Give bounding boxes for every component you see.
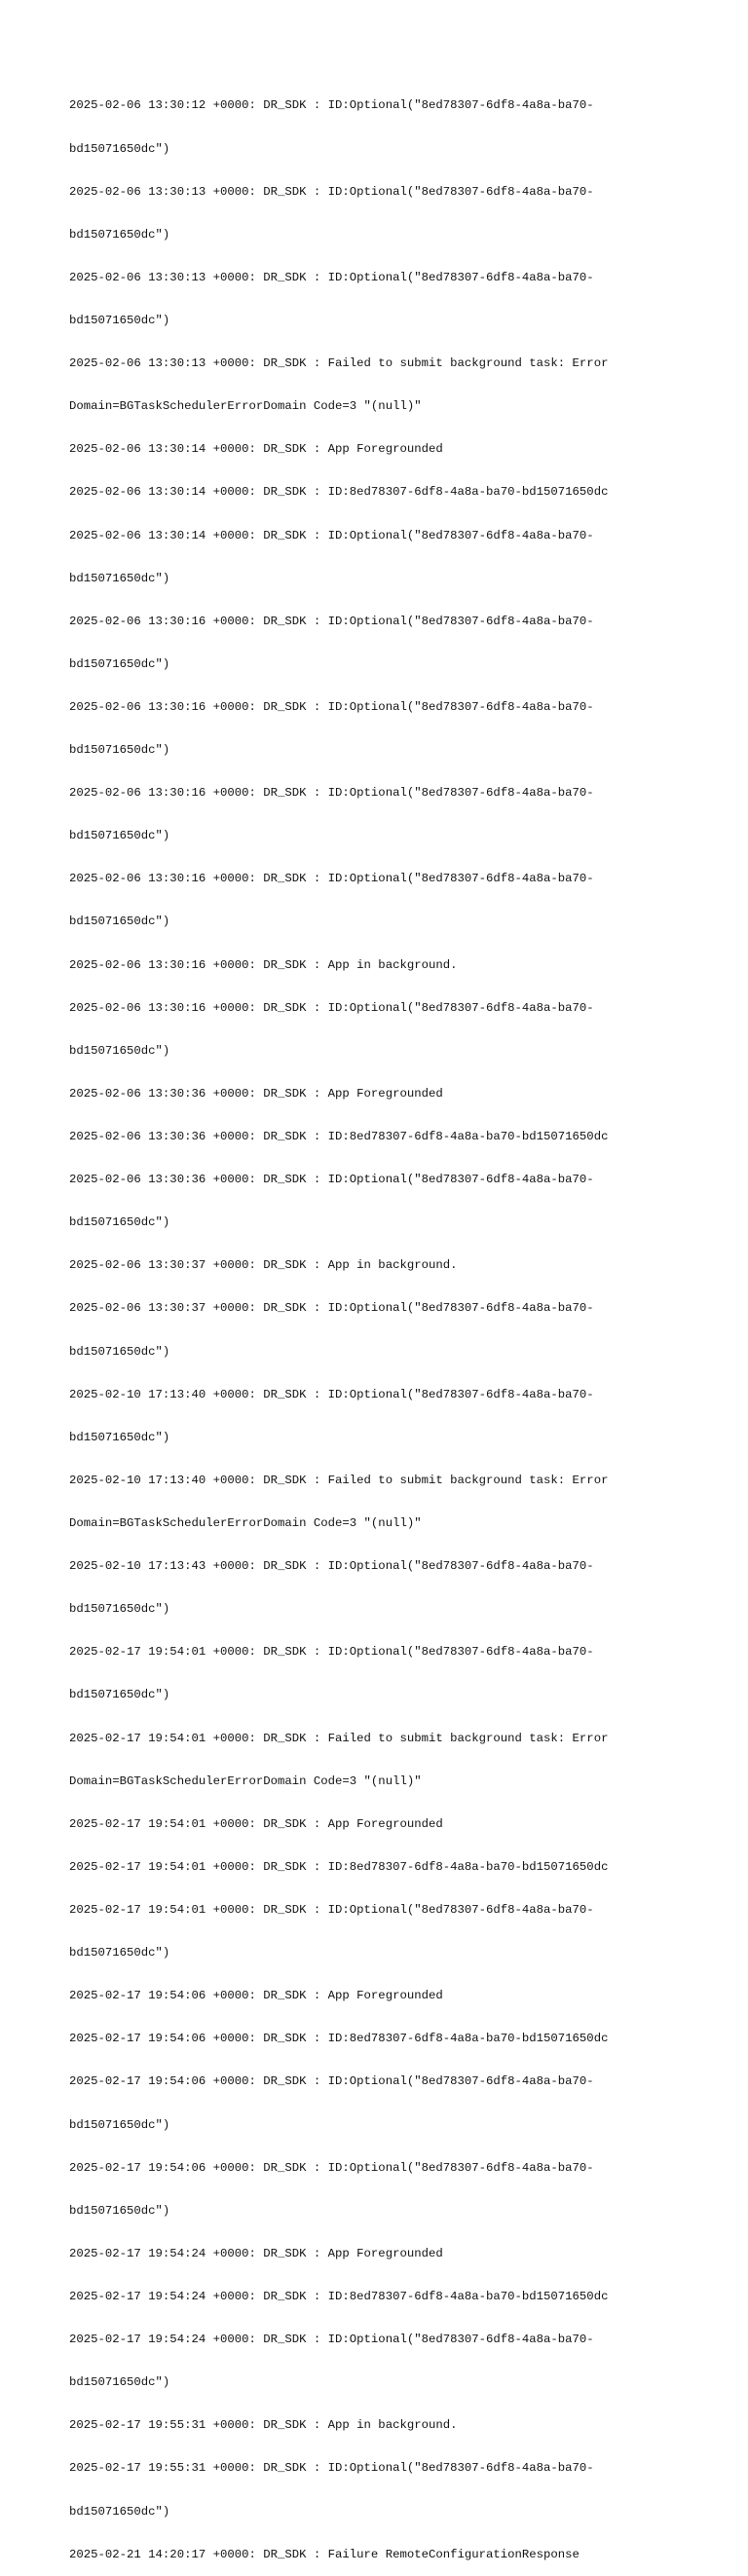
log-line: 2025-02-17 19:55:31 +0000: DR_SDK : App in background. — [69, 2418, 458, 2433]
log-line: 2025-02-06 13:30:37 +0000: DR_SDK : App in background. — [69, 1258, 458, 1273]
log-line: 2025-02-17 19:54:06 +0000: DR_SDK : ID:Optional("8ed78307-6df8-4a8a-ba70- — [69, 2160, 594, 2175]
log-line: 2025-02-17 19:54:01 +0000: DR_SDK : ID:8ed78307-6df8-4a8a-ba70-bd15071650dc — [69, 1859, 609, 1874]
log-line: bd15071650dc") — [69, 743, 170, 758]
log-line: 2025-02-06 13:30:36 +0000: DR_SDK : ID:8ed78307-6df8-4a8a-ba70-bd15071650dc — [69, 1130, 609, 1144]
log-line: bd15071650dc") — [69, 2375, 170, 2390]
log-line: 2025-02-17 19:54:01 +0000: DR_SDK : App Foregrounded — [69, 1816, 443, 1831]
log-line: Domain=BGTaskSchedulerErrorDomain Code=3 "(null)" — [69, 1773, 422, 1788]
log-line: 2025-02-10 17:13:40 +0000: DR_SDK : Failed to submit background task: Error — [69, 1473, 609, 1487]
log-text-block — [69, 70, 712, 2576]
log-line: 2025-02-06 13:30:14 +0000: DR_SDK : App Foregrounded — [69, 442, 443, 457]
log-line: 2025-02-17 19:55:31 +0000: DR_SDK : ID:Optional("8ed78307-6df8-4a8a-ba70- — [69, 2461, 594, 2476]
log-line: 2025-02-06 13:30:16 +0000: DR_SDK : App in background. — [69, 957, 458, 972]
log-line: 2025-02-17 19:54:06 +0000: DR_SDK : App Foregrounded — [69, 1989, 443, 2003]
log-line: 2025-02-17 19:54:01 +0000: DR_SDK : Failed to submit background task: Error — [69, 1731, 609, 1745]
log-line: bd15071650dc") — [69, 1688, 170, 1702]
log-line: 2025-02-17 19:54:24 +0000: DR_SDK : ID:Optional("8ed78307-6df8-4a8a-ba70- — [69, 2333, 594, 2347]
log-line: bd15071650dc") — [69, 1043, 170, 1058]
log-line: 2025-02-21 14:20:17 +0000: DR_SDK : Failure RemoteConfigurationResponse — [69, 2547, 580, 2561]
log-line: 2025-02-06 13:30:16 +0000: DR_SDK : ID:Optional("8ed78307-6df8-4a8a-ba70- — [69, 699, 594, 714]
log-line: 2025-02-06 13:30:16 +0000: DR_SDK : ID:Optional("8ed78307-6df8-4a8a-ba70- — [69, 1000, 594, 1015]
log-line: bd15071650dc") — [69, 571, 170, 585]
log-line: bd15071650dc") — [69, 2117, 170, 2132]
log-line: 2025-02-17 19:54:24 +0000: DR_SDK : ID:8ed78307-6df8-4a8a-ba70-bd15071650dc — [69, 2289, 609, 2303]
log-line: 2025-02-06 13:30:12 +0000: DR_SDK : ID:Optional("8ed78307-6df8-4a8a-ba70- — [69, 98, 594, 113]
log-line: 2025-02-10 17:13:40 +0000: DR_SDK : ID:Optional("8ed78307-6df8-4a8a-ba70- — [69, 1387, 594, 1401]
log-line: 2025-02-06 13:30:14 +0000: DR_SDK : ID:Optional("8ed78307-6df8-4a8a-ba70- — [69, 528, 594, 542]
log-line: Domain=BGTaskSchedulerErrorDomain Code=3 "(null)" — [69, 1516, 422, 1531]
log-line: 2025-02-06 13:30:16 +0000: DR_SDK : ID:Optional("8ed78307-6df8-4a8a-ba70- — [69, 614, 594, 628]
log-line: 2025-02-17 19:54:01 +0000: DR_SDK : ID:Optional("8ed78307-6df8-4a8a-ba70- — [69, 1645, 594, 1660]
log-line: bd15071650dc") — [69, 915, 170, 929]
log-line: 2025-02-17 19:54:01 +0000: DR_SDK : ID:Optional("8ed78307-6df8-4a8a-ba70- — [69, 1903, 594, 1917]
log-line: 2025-02-06 13:30:16 +0000: DR_SDK : ID:Optional("8ed78307-6df8-4a8a-ba70- — [69, 786, 594, 801]
log-line: 2025-02-06 13:30:13 +0000: DR_SDK : ID:Optional("8ed78307-6df8-4a8a-ba70- — [69, 270, 594, 284]
log-line: 2025-02-06 13:30:16 +0000: DR_SDK : ID:Optional("8ed78307-6df8-4a8a-ba70- — [69, 872, 594, 886]
log-line: bd15071650dc") — [69, 1344, 170, 1359]
log-line: 2025-02-06 13:30:13 +0000: DR_SDK : ID:Optional("8ed78307-6df8-4a8a-ba70- — [69, 184, 594, 199]
log-line: bd15071650dc") — [69, 829, 170, 843]
log-line: bd15071650dc") — [69, 313, 170, 327]
log-line: bd15071650dc") — [69, 227, 170, 242]
log-line: bd15071650dc") — [69, 1946, 170, 1960]
log-line: 2025-02-17 19:54:06 +0000: DR_SDK : ID:8ed78307-6df8-4a8a-ba70-bd15071650dc — [69, 2032, 609, 2046]
log-line: Domain=BGTaskSchedulerErrorDomain Code=3 "(null)" — [69, 399, 422, 414]
log-line: bd15071650dc") — [69, 1430, 170, 1444]
log-line: 2025-02-10 17:13:43 +0000: DR_SDK : ID:Optional("8ed78307-6df8-4a8a-ba70- — [69, 1559, 594, 1574]
log-line: 2025-02-06 13:30:36 +0000: DR_SDK : ID:Optional("8ed78307-6df8-4a8a-ba70- — [69, 1173, 594, 1187]
log-line: bd15071650dc") — [69, 141, 170, 156]
log-line: bd15071650dc") — [69, 1215, 170, 1230]
log-line: 2025-02-17 19:54:24 +0000: DR_SDK : App Foregrounded — [69, 2246, 443, 2260]
log-line: 2025-02-06 13:30:37 +0000: DR_SDK : ID:Optional("8ed78307-6df8-4a8a-ba70- — [69, 1301, 594, 1316]
log-line: bd15071650dc") — [69, 656, 170, 671]
log-line: 2025-02-17 19:54:06 +0000: DR_SDK : ID:Optional("8ed78307-6df8-4a8a-ba70- — [69, 2074, 594, 2089]
log-line: 2025-02-06 13:30:14 +0000: DR_SDK : ID:8ed78307-6df8-4a8a-ba70-bd15071650dc — [69, 485, 609, 500]
log-line: 2025-02-06 13:30:13 +0000: DR_SDK : Failed to submit background task: Error — [69, 356, 609, 371]
log-line: bd15071650dc") — [69, 2203, 170, 2218]
log-line: 2025-02-06 13:30:36 +0000: DR_SDK : App Foregrounded — [69, 1086, 443, 1101]
log-line: bd15071650dc") — [69, 2504, 170, 2519]
log-line: bd15071650dc") — [69, 1602, 170, 1617]
